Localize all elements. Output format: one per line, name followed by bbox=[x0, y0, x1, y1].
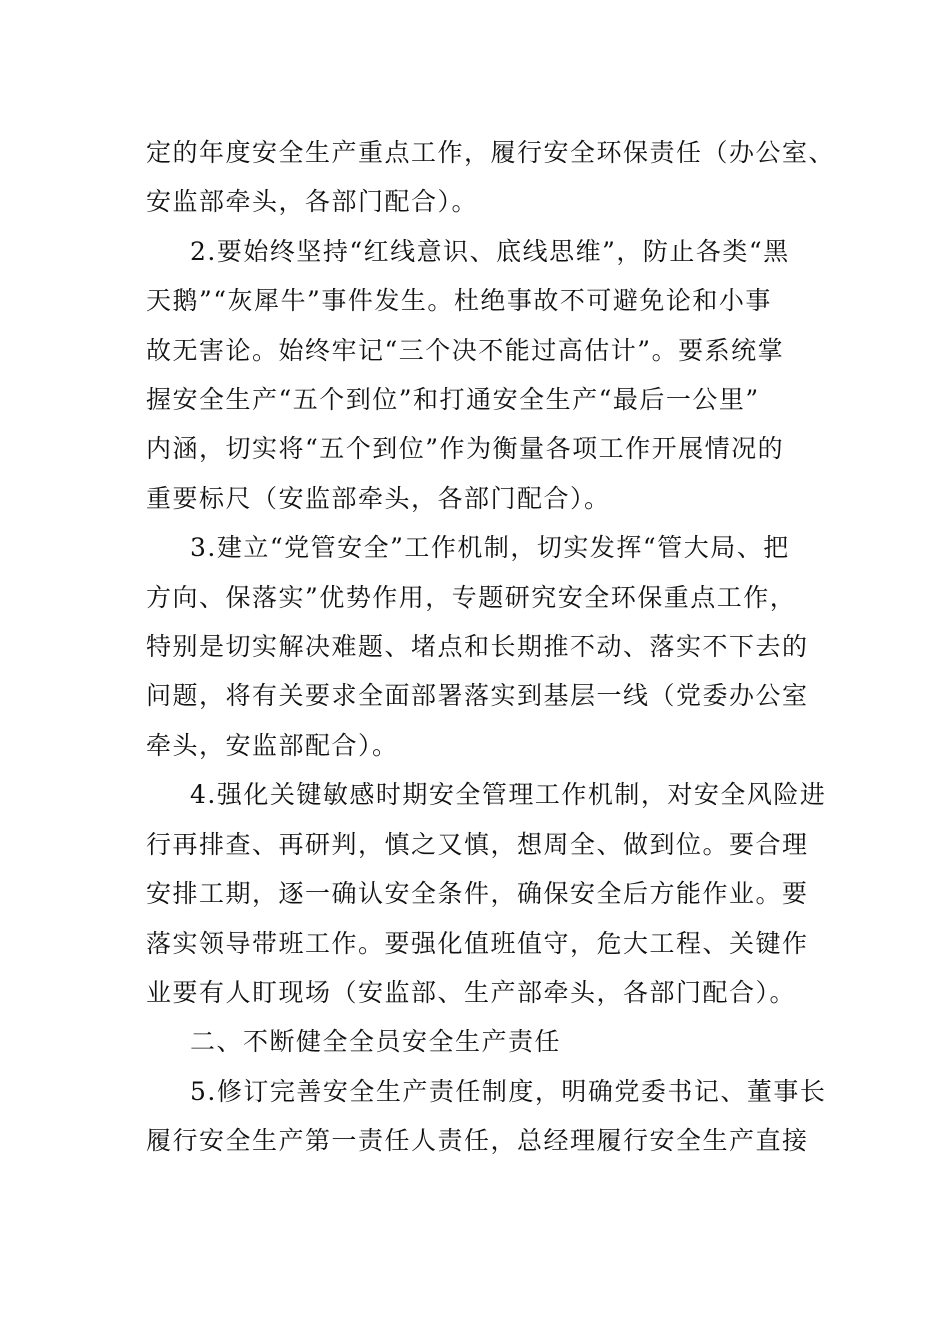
text-line: 二、不断健全全员安全生产责任 bbox=[190, 1027, 562, 1057]
text-line: 天鹅”“灰犀牛”事件发生。杜绝事故不可避免论和小事 bbox=[146, 286, 772, 316]
text-line: 5.修订完善安全生产责任制度，明确党委书记、董事长 bbox=[190, 1076, 827, 1106]
text-line: 业要有人盯现场（安监部、生产部牵头，各部门配合）。 bbox=[146, 977, 797, 1007]
text-line: 特别是切实解决难题、堵点和长期推不动、落实不下去的 bbox=[146, 632, 809, 662]
document-body bbox=[146, 128, 836, 1166]
text-line: 4.强化关键敏感时期安全管理工作机制，对安全风险进 bbox=[190, 780, 827, 810]
text-line: 落实领导带班工作。要强化值班值守，危大工程、关键作 bbox=[146, 928, 809, 958]
text-line: 安排工期，逐一确认安全条件，确保安全后方能作业。要 bbox=[146, 879, 809, 909]
text-line: 2.要始终坚持“红线意识、底线思维”，防止各类“黑 bbox=[190, 236, 790, 266]
text-line: 内涵，切实将“五个到位”作为衡量各项工作开展情况的 bbox=[146, 434, 785, 464]
text-line: 安监部牵头，各部门配合）。 bbox=[146, 187, 479, 217]
text-line: 牵头，安监部配合）。 bbox=[146, 730, 399, 760]
text-line: 故无害论。始终牢记“三个决不能过高估计”。要系统掌 bbox=[146, 335, 785, 365]
text-line: 问题，将有关要求全面部署落实到基层一线（党委办公室 bbox=[146, 681, 809, 711]
text-line: 握安全生产“五个到位”和打通安全生产“最后一公里” bbox=[146, 385, 760, 415]
text-line: 履行安全生产第一责任人责任，总经理履行安全生产直接 bbox=[146, 1126, 809, 1156]
text-line: 方向、保落实”优势作用，专题研究安全环保重点工作， bbox=[146, 582, 797, 612]
text-line: 3.建立“党管安全”工作机制，切实发挥“管大局、把 bbox=[190, 533, 790, 563]
text-line: 重要标尺（安监部牵头，各部门配合）。 bbox=[146, 483, 611, 513]
text-line: 定的年度安全生产重点工作，履行安全环保责任（办公室、 bbox=[146, 138, 836, 167]
text-line: 行再排查、再研判，慎之又慎，想周全、做到位。要合理 bbox=[146, 829, 809, 859]
